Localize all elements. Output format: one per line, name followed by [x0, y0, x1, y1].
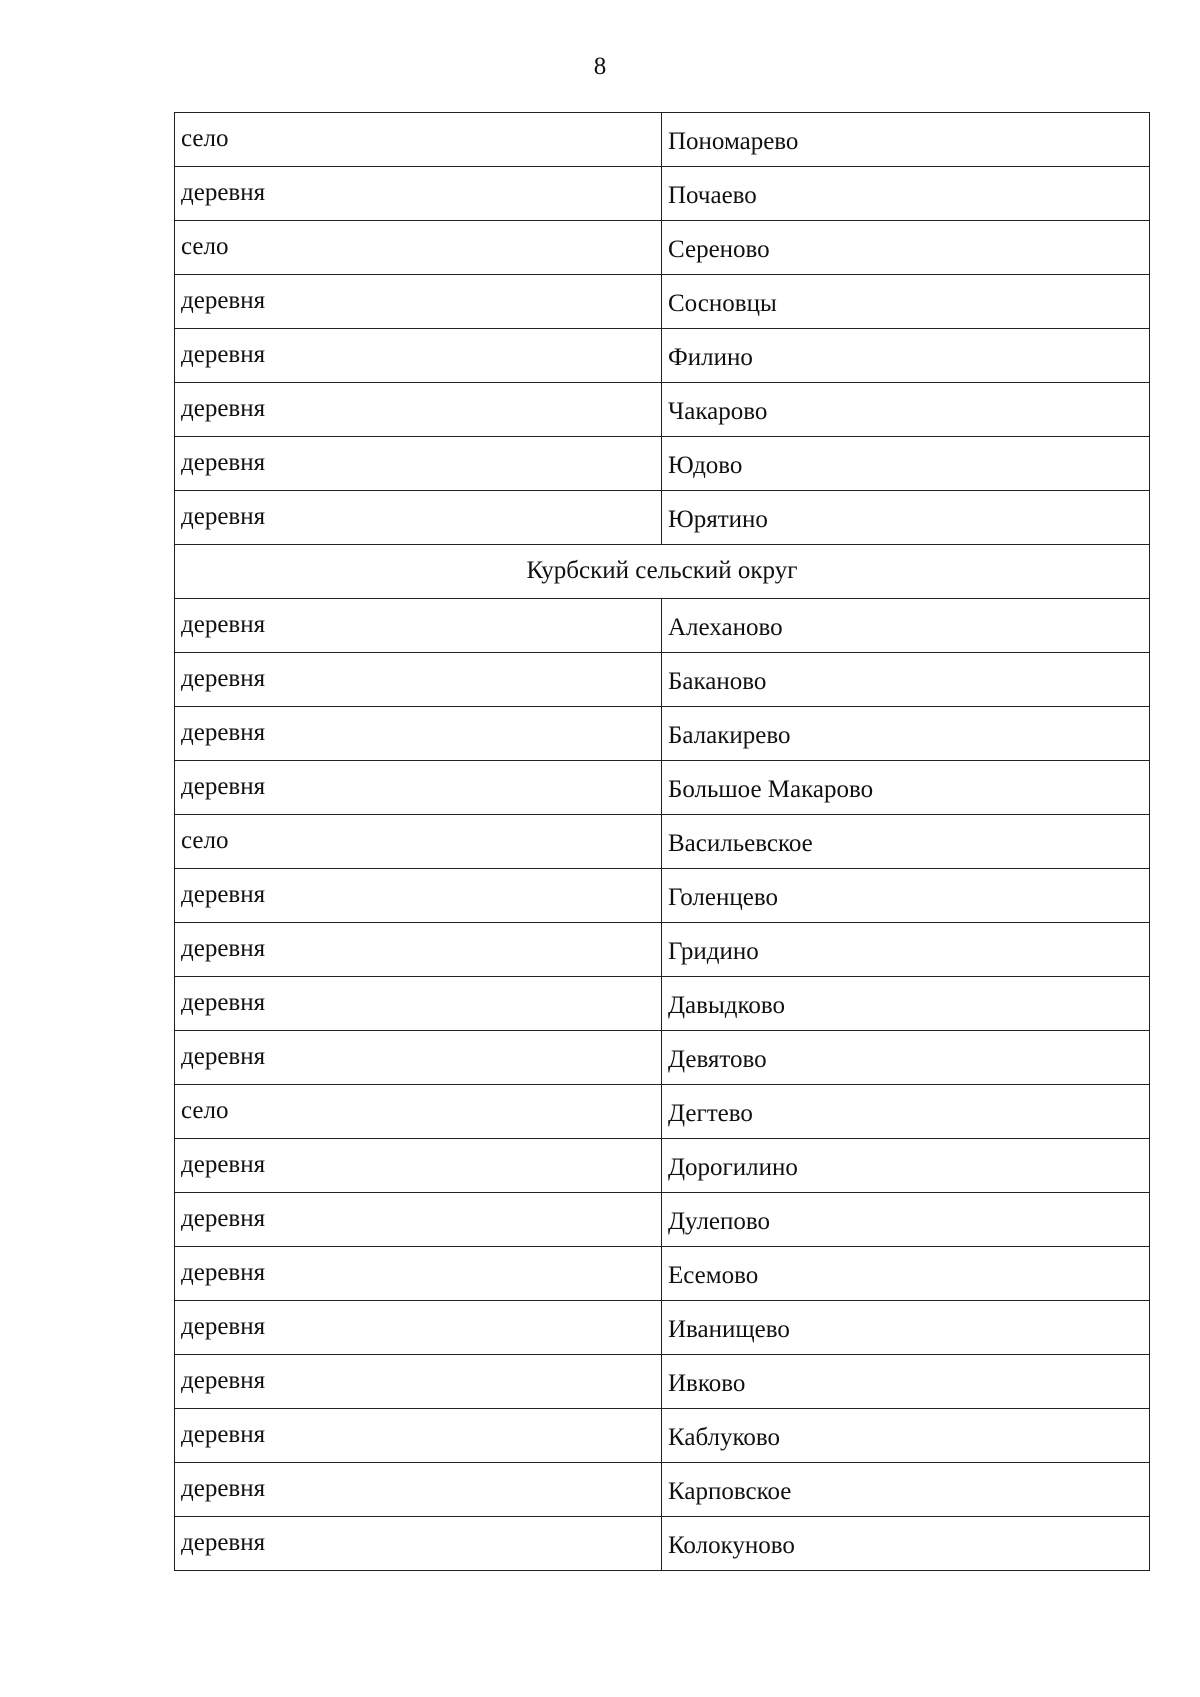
settlement-name-cell: Гридино [662, 923, 1150, 977]
settlement-name-cell: Филино [662, 329, 1150, 383]
settlement-type-cell: село [175, 815, 662, 869]
settlements-table [174, 112, 1150, 1571]
settlement-type-cell: деревня [175, 923, 662, 977]
settlement-type-cell: деревня [175, 383, 662, 437]
settlement-type-cell: деревня [175, 977, 662, 1031]
settlement-name-cell: Пономарево [662, 113, 1150, 167]
settlement-name-cell: Каблуково [662, 1409, 1150, 1463]
settlement-name-cell: Есемово [662, 1247, 1150, 1301]
settlement-type-cell: деревня [175, 869, 662, 923]
table-row [175, 383, 1150, 437]
settlement-type-cell: деревня [175, 1301, 662, 1355]
settlement-type-cell: деревня [175, 1247, 662, 1301]
settlement-name-cell: Голенцево [662, 869, 1150, 923]
settlement-name-cell: Сосновцы [662, 275, 1150, 329]
table-row [175, 221, 1150, 275]
settlement-type-cell: деревня [175, 1355, 662, 1409]
table-row [175, 1139, 1150, 1193]
table-row [175, 113, 1150, 167]
settlement-name-cell: Алеханово [662, 599, 1150, 653]
table-row [175, 275, 1150, 329]
settlement-name-cell: Колокуново [662, 1517, 1150, 1571]
settlement-name-cell: Васильевское [662, 815, 1150, 869]
table-row [175, 437, 1150, 491]
settlement-type-cell: село [175, 221, 662, 275]
settlement-type-cell: деревня [175, 1031, 662, 1085]
table-row [175, 761, 1150, 815]
table-row [175, 653, 1150, 707]
table-row [175, 1031, 1150, 1085]
table-row [175, 1463, 1150, 1517]
table-row [175, 1247, 1150, 1301]
settlement-type-cell: деревня [175, 437, 662, 491]
settlement-name-cell: Большое Макарово [662, 761, 1150, 815]
settlement-name-cell: Ивково [662, 1355, 1150, 1409]
table-row [175, 923, 1150, 977]
table-row [175, 1193, 1150, 1247]
settlement-name-cell: Девятово [662, 1031, 1150, 1085]
settlement-type-cell: деревня [175, 707, 662, 761]
table-row [175, 977, 1150, 1031]
settlement-name-cell: Карповское [662, 1463, 1150, 1517]
table-row [175, 329, 1150, 383]
settlement-type-cell: деревня [175, 1193, 662, 1247]
settlement-name-cell: Дегтево [662, 1085, 1150, 1139]
settlement-type-cell: деревня [175, 599, 662, 653]
settlement-type-cell: деревня [175, 1409, 662, 1463]
settlement-type-cell: деревня [175, 167, 662, 221]
settlement-type-cell: деревня [175, 761, 662, 815]
settlement-name-cell: Баканово [662, 653, 1150, 707]
page-number: 8 [593, 53, 607, 80]
table-row [175, 167, 1150, 221]
settlement-name-cell: Юрятино [662, 491, 1150, 545]
settlement-type-cell: деревня [175, 491, 662, 545]
settlement-name-cell: Сереново [662, 221, 1150, 275]
settlements-table-body [175, 113, 1150, 1571]
table-row [175, 1409, 1150, 1463]
settlement-type-cell: деревня [175, 1139, 662, 1193]
settlement-type-cell: село [175, 113, 662, 167]
table-row [175, 1355, 1150, 1409]
settlement-name-cell: Чакарово [662, 383, 1150, 437]
settlement-type-cell: деревня [175, 329, 662, 383]
settlement-name-cell: Давыдково [662, 977, 1150, 1031]
settlement-type-cell: деревня [175, 1517, 662, 1571]
settlement-name-cell: Юдово [662, 437, 1150, 491]
settlement-name-cell: Почаево [662, 167, 1150, 221]
settlement-name-cell: Балакирево [662, 707, 1150, 761]
settlement-type-cell: деревня [175, 653, 662, 707]
table-row [175, 707, 1150, 761]
table-row [175, 599, 1150, 653]
table-row [175, 815, 1150, 869]
settlement-name-cell: Дулепово [662, 1193, 1150, 1247]
section-title: Курбский сельский округ [175, 545, 1150, 599]
settlement-name-cell: Иванищево [662, 1301, 1150, 1355]
settlement-name-cell: Дорогилино [662, 1139, 1150, 1193]
table-row [175, 1301, 1150, 1355]
settlement-type-cell: село [175, 1085, 662, 1139]
table-row [175, 869, 1150, 923]
settlement-type-cell: деревня [175, 1463, 662, 1517]
table-row [175, 491, 1150, 545]
settlement-type-cell: деревня [175, 275, 662, 329]
table-row [175, 1085, 1150, 1139]
table-row [175, 1517, 1150, 1571]
section-header-row [175, 545, 1150, 599]
